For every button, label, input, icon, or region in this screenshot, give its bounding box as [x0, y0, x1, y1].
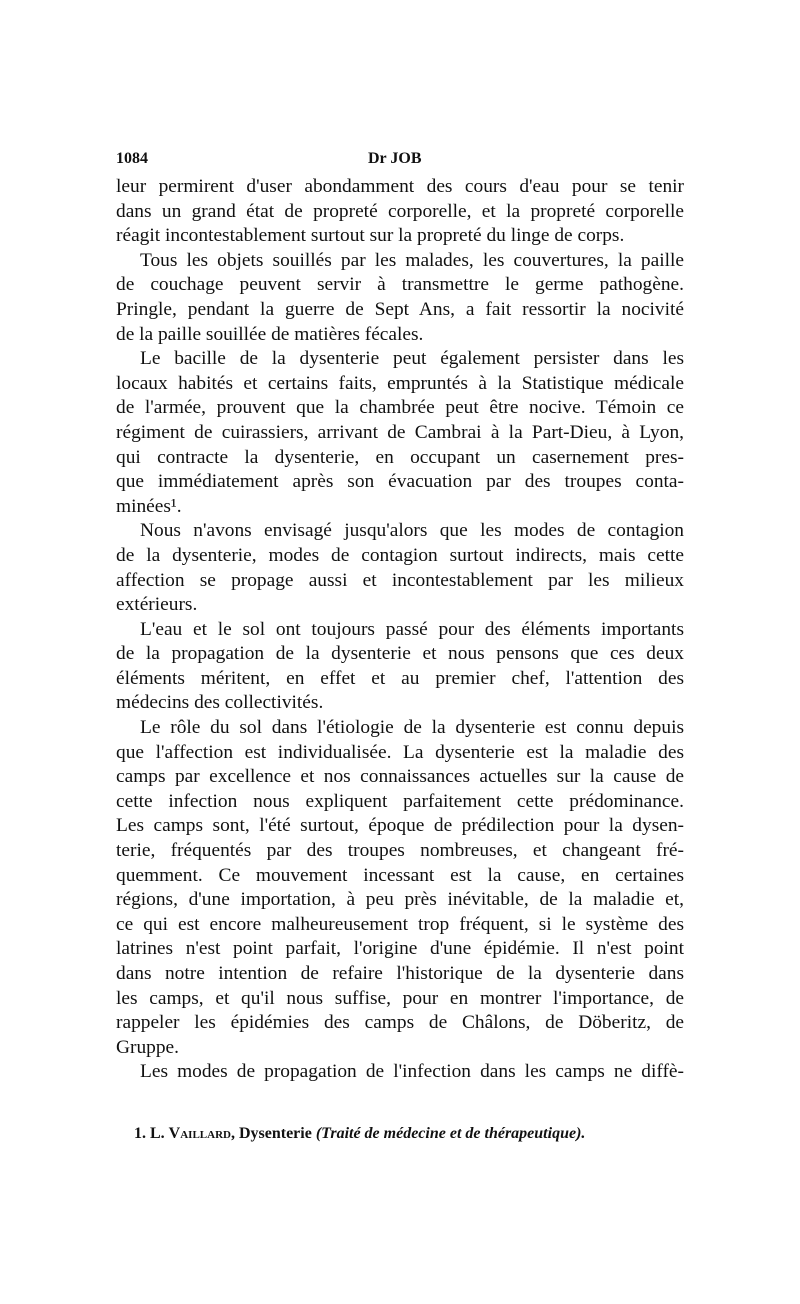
text-line: les camps, et qu'il nous suffise, pour en montrer l'importance, de — [116, 987, 684, 1009]
footnote: 1. L. Vaillard, Dysenterie (Traité de médecine et de thérapeutique). — [134, 1125, 586, 1142]
text-line: cette infection nous expliquent parfaitement cette prédominance. — [116, 790, 684, 812]
text-line: Le bacille de la dysenterie peut également persister dans les — [140, 348, 684, 370]
text-line: de l'armée, prouvent que la chambrée peut être nocive. Témoin ce — [116, 397, 684, 419]
text-line: camps par excellence et nos connaissances actuelles sur la cause de — [116, 766, 684, 788]
text-line: Tous les objets souillés par les malades, les couvertures, la paille — [140, 249, 684, 271]
text-line: régiment de cuirassiers, arrivant de Cambrai à la Part-Dieu, à Lyon, — [116, 421, 684, 443]
text-line: de la paille souillée de matières fécales. — [116, 323, 424, 345]
text-line: extérieurs. — [116, 594, 198, 616]
page-number: 1084 — [116, 150, 148, 167]
text-line: dans notre intention de refaire l'historique de la dysenterie dans — [116, 963, 684, 984]
footnote-author: Vaillard — [168, 1125, 231, 1142]
text-line: Les camps sont, l'été surtout, époque de prédilection pour la dysen- — [116, 815, 684, 837]
text-line: L'eau et le sol ont toujours passé pour des éléments importants — [140, 618, 684, 640]
text-line: Nous n'avons envisagé jusqu'alors que les modes de contagion — [140, 520, 684, 542]
text-line: de la dysenterie, modes de contagion surtout indirects, mais cette — [116, 544, 684, 566]
text-line: que l'affection est individualisée. La dysenterie est la maladie des — [116, 741, 684, 763]
text-line: qui contracte la dysenterie, en occupant un casernement pres- — [116, 446, 684, 468]
text-line: minées¹. — [116, 495, 182, 517]
text-line: locaux habités et certains faits, empruntés à la Statistique médicale — [116, 372, 684, 394]
text-line: leur permirent d'user abondamment des cours d'eau pour se tenir — [116, 176, 684, 197]
body-text — [116, 175, 684, 1085]
text-line: ce qui est encore malheureusement trop fréquent, si le système des — [116, 913, 684, 935]
text-line: de couchage peuvent servir à transmettre le germe pathogène. — [116, 274, 684, 296]
text-line: latrines n'est point parfait, l'origine d'une épidémie. Il n'est point — [116, 938, 684, 960]
running-head: Dr JOB — [368, 150, 422, 167]
text-line: de la propagation de la dysenterie et nous pensons que ces deux — [116, 643, 684, 665]
text-line: terie, fréquentés par des troupes nombreuses, et changeant fré- — [116, 840, 684, 862]
footnote-title: Dysenterie — [238, 1125, 312, 1142]
text-line: dans un grand état de propreté corporelle, et la propreté corporelle — [116, 200, 684, 222]
text-line: Le rôle du sol dans l'étiologie de la dysenterie est connu depuis — [140, 717, 684, 739]
text-line: Les modes de propagation de l'infection dans les camps ne diffè- — [140, 1061, 684, 1083]
text-line: que immédiatement après son évacuation par des troupes conta- — [116, 471, 684, 493]
text-line: réagit incontestablement surtout sur la propreté du linge de corps. — [116, 225, 625, 247]
text-line: régions, d'une importation, à peu près inévitable, de la maladie et, — [116, 889, 684, 911]
text-line: Pringle, pendant la guerre de Sept Ans, a fait ressortir la nocivité — [116, 298, 684, 320]
text-line: Gruppe. — [116, 1036, 180, 1058]
text-line: médecins des collectivités. — [116, 692, 324, 714]
text-line: affection se propage aussi et incontestablement par les milieux — [116, 569, 684, 591]
page-header — [116, 150, 684, 172]
text-line: rappeler les épidémies des camps de Châlons, de Döberitz, de — [116, 1012, 684, 1034]
text-line: éléments méritent, en effet et au premier chef, l'attention des — [116, 667, 684, 689]
footnote-marker: 1. L. — [134, 1125, 165, 1142]
footnote-source: (Traité de médecine et de thérapeutique). — [315, 1125, 586, 1142]
text-line: quemment. Ce mouvement incessant est la cause, en certaines — [116, 864, 684, 886]
